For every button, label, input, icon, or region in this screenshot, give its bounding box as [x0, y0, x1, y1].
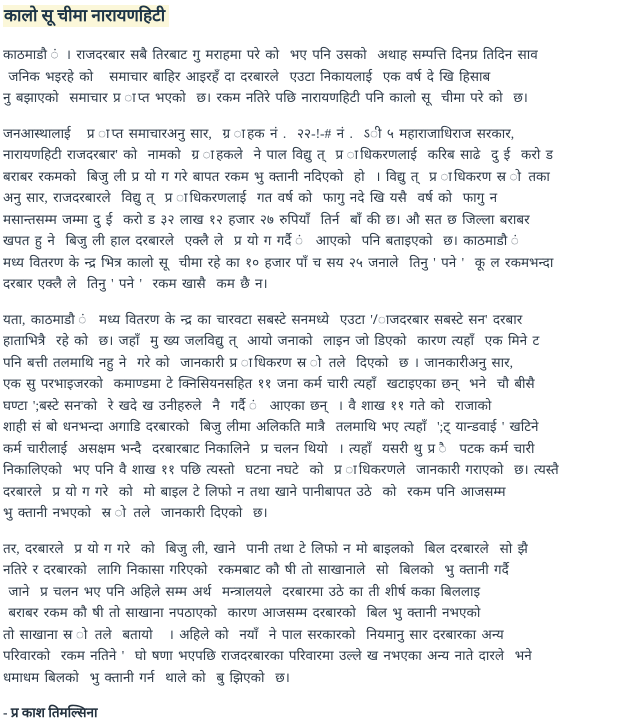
- text-line: कर्म चारीलाई असक्षम भन्दै दरबारबाट निकालिने प्र चलन थियो । त्यहाँ यसरी थु प्र ै पटक कर्म चारी: [3, 440, 535, 456]
- text-line: नारायणहिटी राजदरबार' को नामको ग्र ाहकले ने पाल विद्यु त् प्र ाधिकरणलाई करिब साढे दु ई करो ड: [3, 147, 553, 162]
- text-line: नतिरे र दरबारको लागि निकासा गरिएको रकमबाट कौ षी तो साखानाले सो बिलको भु क्तानी गर्दै: [3, 562, 509, 577]
- text-line: पनि बत्ती तलमाथि नहु ने गरे को जानकारी प्र ाधिकरण स्र ो तले दिएको छ । जानकारीअनु सार,: [3, 354, 513, 370]
- text-line: जाने प्र चलन भए पनि अहिले सम्म अर्थ मन्त्रालयले दरबारमा उठे का ती शीर्ष कका बिललाइ: [3, 583, 481, 599]
- text-line: खपत हु ने बिजु ली हाल दरबारले एक्लै ले प्र यो ग गर्दै ं आएको पनि बताइएको छ। काठमाडौ ं: [3, 233, 521, 248]
- text-line: जनआस्थालाई प्र ाप्त समाचारअनु सार, ग्र ाहक नं . २२-!-# नं . ऽी ५ महाराजाधिराज सरकार,: [3, 125, 515, 141]
- page-title-text: कालो सू चीमा नारायणहिटी: [3, 5, 169, 27]
- text-line: जनिक भइरहे को समाचार बाहिर आइरहँ दा दरबारले एउटा निकायलाई एक वर्ष दे खि हिसाब: [3, 68, 491, 84]
- text-line: मध्य वितरण के न्द्र भित्र कालो सू चीमा रहे का १० हजार पाँ च सय २५ जनाले तिनु ' पने ' कू ल रकमभन्दा: [3, 254, 554, 270]
- byline: - प्र काश तिमल्सिना: [3, 705, 98, 720]
- text-line: तर, दरबारले प्र यो ग गरे को बिजु ली, खाने पानी तथा टे लिफो न मो बाइलको बिल दरबारले सो झै: [3, 540, 528, 556]
- text-line: यता, काठमाडौ ं मध्य वितरण के न्द्र का चारवटा सबस्टे सनमध्ये एउटा '/ाजदरबार सबस्टे सन' दरबार: [3, 311, 523, 327]
- article-paragraph-4: [3, 538, 631, 689]
- text-line: निकालिएको भए पनि वै शाख ११ पछि त्यस्तो घटना नघटे को प्र ाधिकरणले जानकारी गराएको छ। त्यस्तै: [3, 462, 559, 477]
- text-line: तो साखाना स्र ो तले बतायो । अहिले को नयाँ ने पाल सरकारको नियमानु सार दरबारका अन्य: [3, 626, 504, 642]
- text-line: बराबर रकमको बिजु ली प्र यो ग गरे बापत रकम भु क्तानी नदिएको हो । विद्यु त् प्र ाधिकरण स्र ो तका: [3, 168, 550, 184]
- page-title: [3, 4, 631, 28]
- text-line: मसान्तसम्म जम्मा दु ई करो ड ३२ लाख १२ हजार २७ रुपियाँ तिर्न बाँ की छ। औ सत छ जिल्ला बराबर: [3, 211, 530, 227]
- text-line: अनु सार, राजदरबारले विद्यु त् प्र ाधिकरणलाई गत वर्ष को फागु नदे खि यसै वर्ष को फागु न: [3, 190, 498, 205]
- text-line: परिवारको रकम नतिने ' घो षणा भएपछि राजदरबारका परिवारमा उल्ले ख नभएका अन्य नाते दारले भने: [3, 648, 532, 663]
- text-line: नु बझाएको समाचार प्र ाप्त भएको छ। रकम नतिरे पछि नारायणहिटी पनि कालो सू चीमा परे को छ।: [3, 90, 528, 105]
- text-line: एक सु परभाइजरको कमाण्डमा टे क्निसियनसहित ११ जना कर्म चारी त्यहाँ खटाइएका छन् भने चौ बीसै: [3, 376, 535, 391]
- text-line: दरबार एक्लै ले तिनु ' पने ' रकम खासै कम छै न।: [3, 276, 268, 291]
- text-line: शाही सं बो धनभन्दा अगाडि दरबारको बिजु लीमा अलिकति मात्रै तलमाथि भए त्यहाँ ';ट् यान्डवाई ' खटिने: [3, 419, 539, 434]
- article-paragraph-3: [3, 309, 631, 524]
- text-line: भु क्तानी नभएको स्र ो तले जानकारी दिएको छ।: [3, 505, 268, 520]
- text-line: काठमाडौ ं । राजदरबार सबै तिरबाट गु मराहमा परे को भए पनि उसको अथाह सम्पत्ति दिनप्र तिदिन साव: [3, 47, 538, 62]
- text-line: घण्टा ';बस्टे सन'को रे खदे ख उनीहरुले नै गर्दै ं आएका छन् । वै शाख ११ गते को राजाको: [3, 397, 492, 413]
- text-line: बराबर रकम कौ षी तो साखाना नपठाएको कारण आजसम्म दरबारको बिल भु क्तानी नभएको: [3, 605, 481, 620]
- text-line: दरबारले प्र यो ग गरे को मो बाइल टे लिफो न तथा खाने पानीबापत उठे को रकम पनि आजसम्म: [3, 483, 506, 499]
- text-line: धमाधम बिलको भु क्तानी गर्न थाले को बु झिएको छ।: [3, 669, 290, 685]
- article-paragraph-1: [3, 44, 631, 109]
- text-line: हाताभित्रै रहे को छ। जहाँ मु ख्य जलविद्यु त् आयो जनाको लाइन जो डिएको कारण त्यहाँ एक मिने ट: [3, 333, 540, 348]
- article-paragraph-2: [3, 123, 631, 295]
